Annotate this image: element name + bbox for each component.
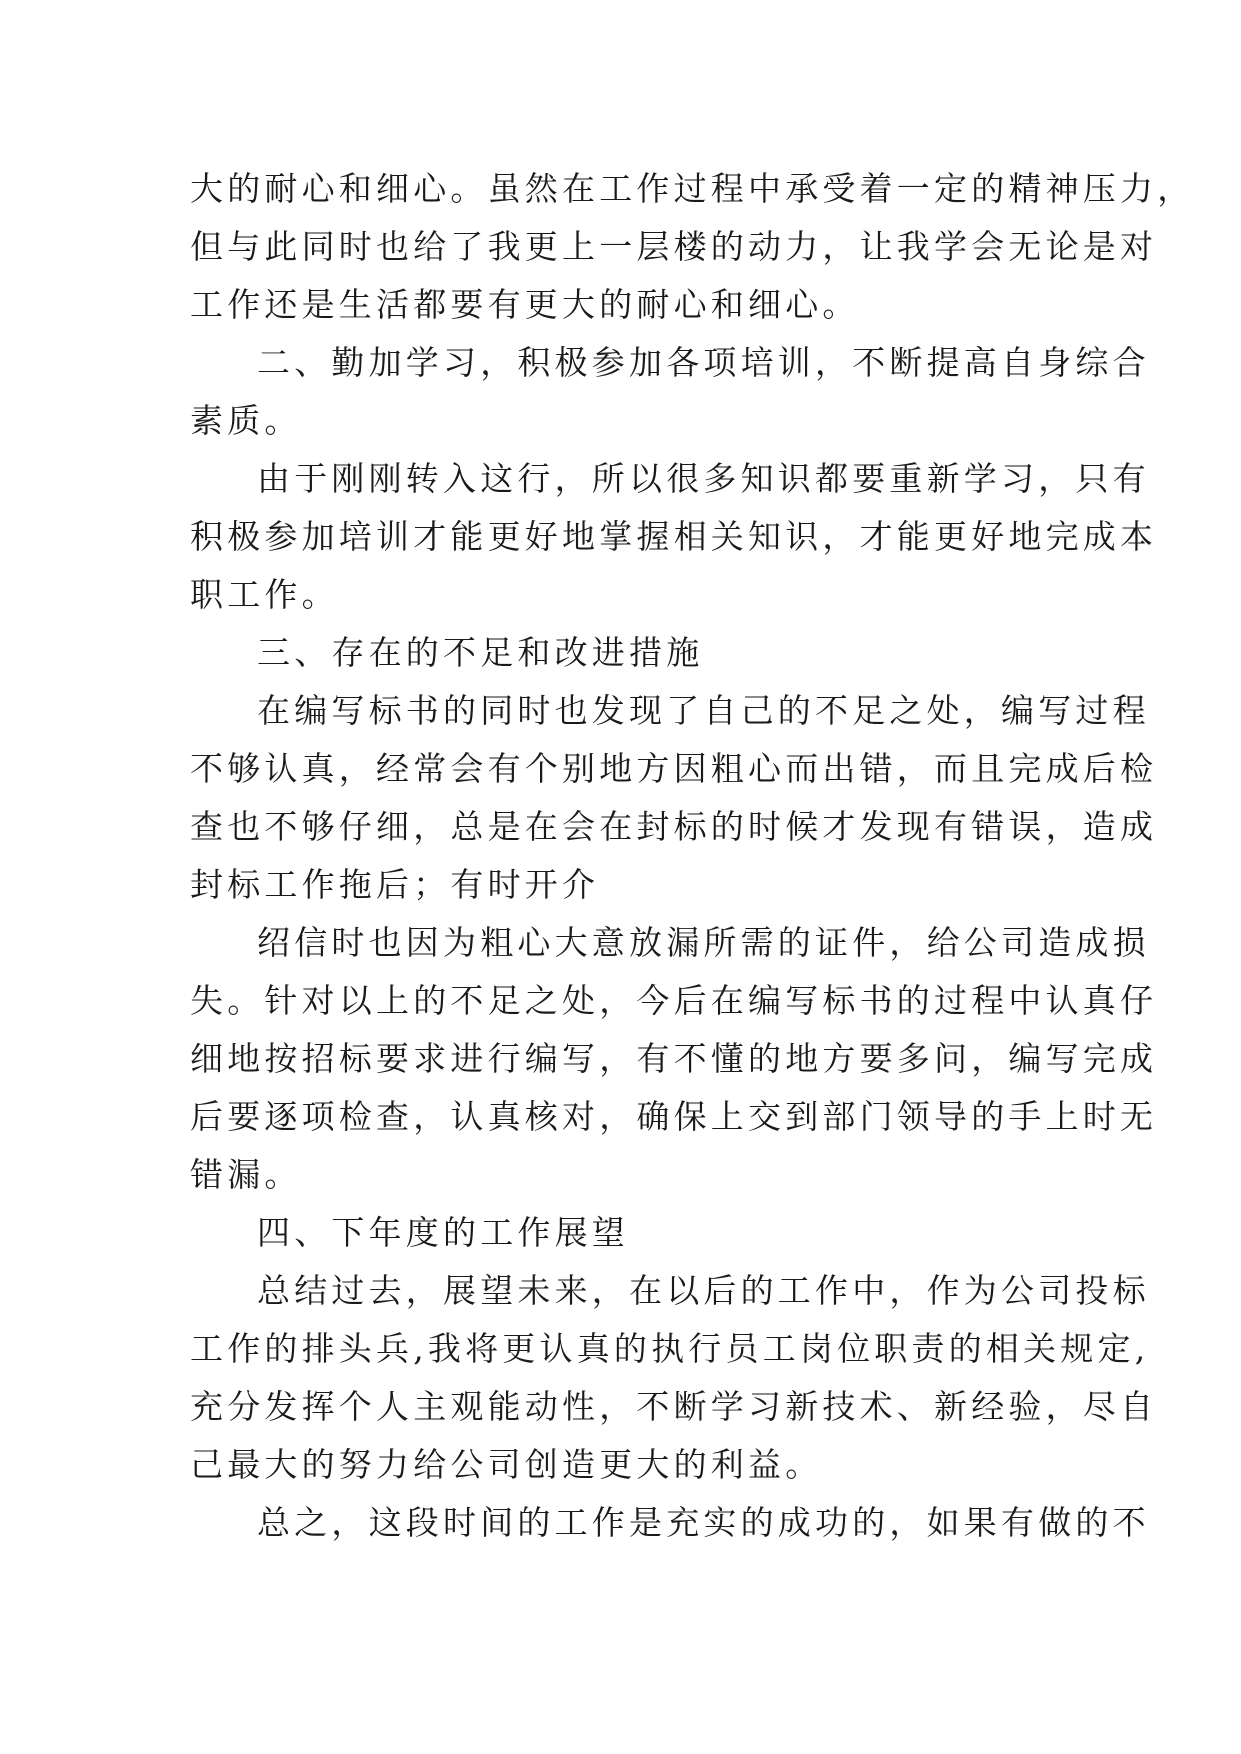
text-line: 工作还是生活都要有更大的耐心和细心。 — [190, 285, 860, 324]
text-line: 素质。 — [190, 401, 302, 440]
section-heading-2: 二、勤加学习，积极参加各项培训，不断提高自身综合 — [257, 343, 1150, 382]
section-heading-3: 三、存在的不足和改进措施 — [257, 633, 704, 672]
text-line: 由于刚刚转入这行，所以很多知识都要重新学习，只有 — [257, 459, 1150, 498]
text-line: 己最大的努力给公司创造更大的利益。 — [190, 1445, 823, 1484]
text-line: 但与此同时也给了我更上一层楼的动力，让我学会无论是对 — [190, 227, 1158, 266]
document-body — [190, 160, 1195, 1552]
text-line: 职工作。 — [190, 575, 339, 614]
text-line: 大的耐心和细心。虽然在工作过程中承受着一定的精神压力， — [190, 169, 1195, 208]
text-line: 总之，这段时间的工作是充实的成功的，如果有做的不 — [257, 1503, 1150, 1542]
text-line: 工作的排头兵,我将更认真的执行员工岗位职责的相关规定, — [190, 1329, 1150, 1368]
text-line: 积极参加培训才能更好地掌握相关知识，才能更好地完成本 — [190, 517, 1158, 556]
text-line: 细地按招标要求进行编写，有不懂的地方要多问，编写完成 — [190, 1039, 1158, 1078]
text-line: 后要逐项检查，认真核对，确保上交到部门领导的手上时无 — [190, 1097, 1158, 1136]
text-line: 总结过去，展望未来，在以后的工作中，作为公司投标 — [257, 1271, 1150, 1310]
text-line: 错漏。 — [190, 1155, 302, 1194]
text-line: 查也不够仔细，总是在会在封标的时候才发现有错误，造成 — [190, 807, 1158, 846]
text-line: 在编写标书的同时也发现了自己的不足之处，编写过程 — [257, 691, 1150, 730]
text-line: 绍信时也因为粗心大意放漏所需的证件，给公司造成损 — [257, 923, 1150, 962]
section-heading-4: 四、下年度的工作展望 — [257, 1213, 629, 1252]
text-line: 充分发挥个人主观能动性，不断学习新技术、新经验，尽自 — [190, 1387, 1158, 1426]
text-line: 失。针对以上的不足之处，今后在编写标书的过程中认真仔 — [190, 981, 1158, 1020]
text-line: 封标工作拖后；有时开介 — [190, 865, 600, 904]
text-line: 不够认真，经常会有个别地方因粗心而出错，而且完成后检 — [190, 749, 1158, 788]
